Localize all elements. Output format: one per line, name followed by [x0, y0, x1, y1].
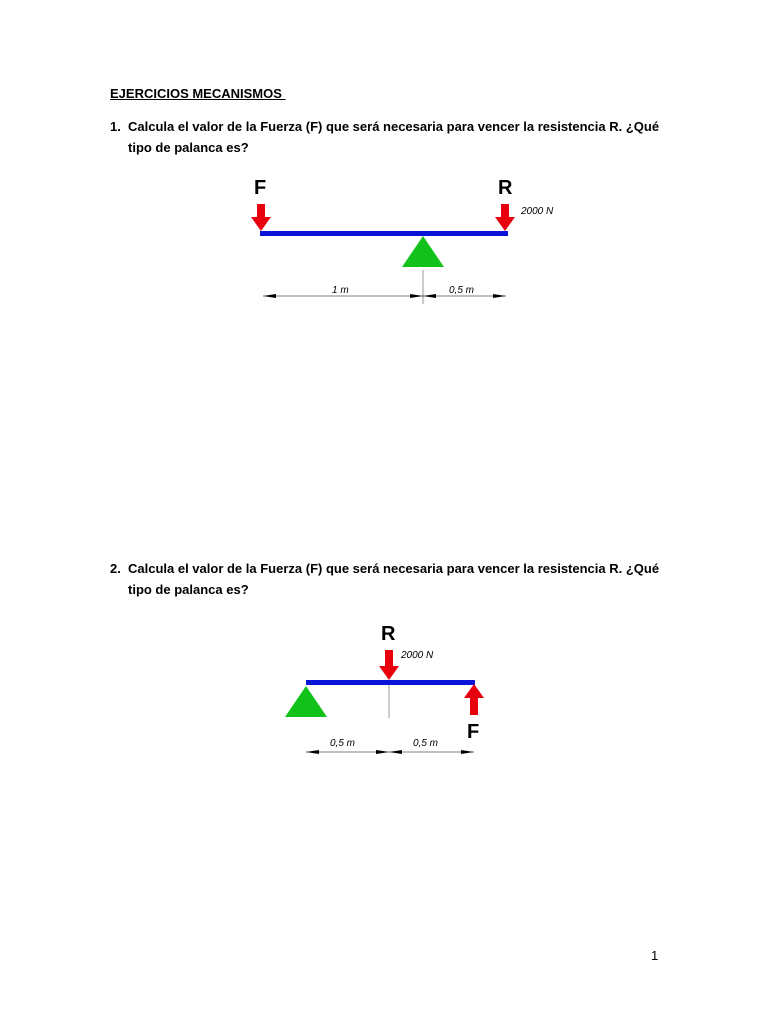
dimension-line	[306, 750, 474, 754]
force-arrow-up	[464, 684, 484, 715]
fulcrum-triangle	[285, 686, 327, 717]
exercise-1-number: 1.	[110, 119, 121, 134]
resistance-value: 2000 N	[401, 650, 434, 661]
resistance-arrow-down	[495, 204, 515, 231]
page-number: 1	[651, 948, 659, 963]
exercise-2-text: Calcula el valor de la Fuerza (F) que será necesaria para vencer la resistencia R. ¿Qué tipo de palanca es?	[128, 561, 660, 597]
force-label: F	[254, 177, 267, 199]
dimension-right-label: 0,5 m	[449, 285, 475, 296]
exercise-1	[110, 116, 670, 158]
dimension-right-label: 0,5 m	[413, 738, 439, 749]
resistance-label: R	[381, 623, 396, 645]
dimension-left-label: 0,5 m	[330, 738, 356, 749]
force-label: F	[467, 721, 480, 743]
lever-diagram-1	[230, 170, 570, 310]
lever-beam	[306, 680, 475, 685]
exercise-2	[110, 558, 670, 600]
force-arrow-down	[251, 204, 271, 231]
resistance-value: 2000 N	[521, 206, 554, 217]
exercise-1-text: Calcula el valor de la Fuerza (F) que será necesaria para vencer la resistencia R. ¿Qué tipo de palanca es?	[128, 119, 660, 155]
exercise-2-number: 2.	[110, 561, 121, 576]
resistance-arrow-down	[379, 650, 399, 680]
fulcrum-triangle	[402, 236, 444, 267]
lever-beam	[260, 231, 508, 236]
lever-diagram-2	[270, 618, 530, 768]
page-title: EJERCICIOS MECANISMOS	[110, 86, 286, 101]
resistance-label: R	[498, 177, 513, 199]
dimension-left-label: 1 m	[332, 285, 349, 296]
